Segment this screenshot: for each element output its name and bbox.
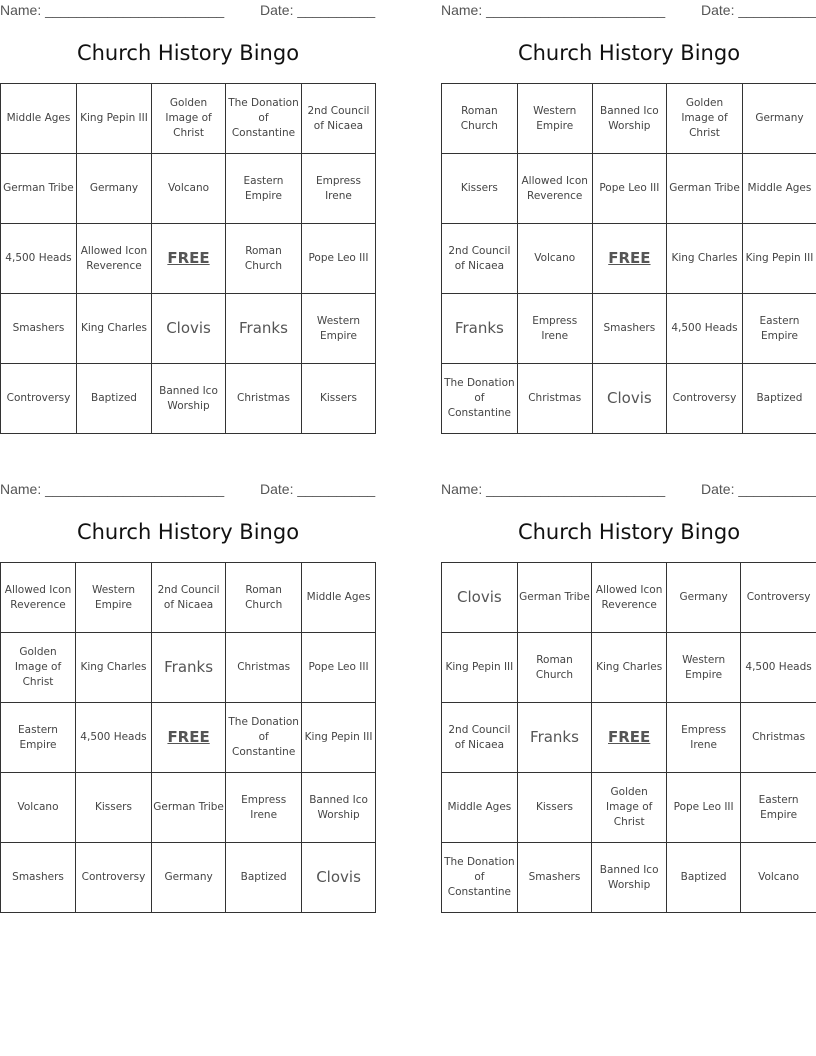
date-field-label: Date: __________ [701,481,816,497]
bingo-cell: German Tribe [517,563,591,633]
bingo-cell: Western Empire [517,84,592,154]
bingo-cell: Roman Church [442,84,518,154]
bingo-cell: King Pepin III [442,633,518,703]
bingo-cell: Franks [442,294,518,364]
bingo-cell: Empress Irene [667,703,741,773]
free-space: FREE [592,224,666,294]
bingo-row [1,843,376,913]
bingo-cell: Allowed Icon Reverence [76,224,151,294]
bingo-row [442,563,816,633]
name-field-label: Name: _______________________ [0,481,225,497]
free-space: FREE [592,703,667,773]
bingo-cell: Volcano [517,224,592,294]
free-space: FREE [152,224,226,294]
bingo-cell: 2nd Council of Nicaea [442,224,518,294]
bingo-cell: Controversy [741,563,816,633]
bingo-row [442,703,816,773]
bingo-cell: Eastern Empire [226,154,302,224]
bingo-cell: Empress Irene [226,773,302,843]
name-field-label: Name: _______________________ [0,2,225,18]
date-field-label: Date: __________ [260,481,376,497]
bingo-row [442,84,816,154]
name-field-label: Name: _______________________ [441,2,666,18]
bingo-cell: King Pepin III [742,224,816,294]
bingo-cell: Pope Leo III [667,773,741,843]
bingo-cell: Baptized [76,364,151,434]
name-field-label: Name: _______________________ [441,481,666,497]
bingo-row [442,154,816,224]
bingo-cell: German Tribe [667,154,743,224]
bingo-row [1,154,376,224]
bingo-cell: The Donation of Constantine [226,84,302,154]
bingo-cell: King Charles [76,633,152,703]
card-title: Church History Bingo [76,520,300,544]
bingo-cell: Empress Irene [301,154,375,224]
bingo-cell: Middle Ages [302,563,376,633]
bingo-cell: Baptized [667,843,741,913]
bingo-cell: Germany [151,843,225,913]
bingo-cell: Germany [667,563,741,633]
bingo-row [1,224,376,294]
bingo-cell: Kissers [301,364,375,434]
bingo-cell: Controversy [667,364,743,434]
bingo-cell: Baptized [742,364,816,434]
bingo-cell: Western Empire [301,294,375,364]
bingo-cell: Germany [76,154,151,224]
bingo-cell: Franks [226,294,302,364]
bingo-cell: 2nd Council of Nicaea [151,563,225,633]
bingo-cell: 4,500 Heads [741,633,816,703]
bingo-cell: King Charles [76,294,151,364]
bingo-cell: The Donation of Constantine [442,364,518,434]
bingo-cell: King Pepin III [76,84,151,154]
bingo-cell: Pope Leo III [301,224,375,294]
bingo-row [1,364,376,434]
bingo-cell: Baptized [226,843,302,913]
bingo-cell: Clovis [592,364,666,434]
bingo-cell: Pope Leo III [302,633,376,703]
bingo-row [442,633,816,703]
bingo-cell: Golden Image of Christ [592,773,667,843]
bingo-cell: Golden Image of Christ [152,84,226,154]
bingo-cell: King Pepin III [302,703,376,773]
bingo-cell: Eastern Empire [1,703,76,773]
bingo-grid [441,562,816,913]
bingo-cell: Banned Ico Worship [592,84,666,154]
card-title: Church History Bingo [517,520,741,544]
bingo-grid [0,562,376,913]
bingo-cell: Controversy [76,843,152,913]
card-title: Church History Bingo [76,41,300,65]
free-space: FREE [151,703,225,773]
bingo-row [442,773,816,843]
bingo-row [1,294,376,364]
bingo-cell: Banned Ico Worship [152,364,226,434]
bingo-cell: 2nd Council of Nicaea [301,84,375,154]
bingo-cell: Volcano [741,843,816,913]
bingo-cell: German Tribe [151,773,225,843]
bingo-cell: Franks [151,633,225,703]
bingo-cell: Banned Ico Worship [302,773,376,843]
bingo-cell: King Charles [592,633,667,703]
bingo-cell: Christmas [226,364,302,434]
bingo-cell: 4,500 Heads [667,294,743,364]
bingo-cell: Pope Leo III [592,154,666,224]
bingo-cell: Roman Church [517,633,591,703]
bingo-grid [0,83,376,434]
bingo-row [1,84,376,154]
bingo-cell: The Donation of Constantine [226,703,302,773]
bingo-row [442,294,816,364]
bingo-cell: Middle Ages [1,84,77,154]
bingo-cell: Christmas [517,364,592,434]
bingo-cell: Golden Image of Christ [667,84,743,154]
bingo-row [442,843,816,913]
bingo-cell: 4,500 Heads [76,703,152,773]
bingo-cell: Kissers [517,773,591,843]
bingo-cell: Allowed Icon Reverence [517,154,592,224]
bingo-cell: Eastern Empire [742,294,816,364]
bingo-grid [441,83,816,434]
bingo-cell: Smashers [1,843,76,913]
card-title: Church History Bingo [517,41,741,65]
bingo-row [1,773,376,843]
bingo-cell: Volcano [1,773,76,843]
bingo-cell: Golden Image of Christ [1,633,76,703]
date-field-label: Date: __________ [701,2,816,18]
bingo-cell: Roman Church [226,224,302,294]
bingo-cell: Christmas [741,703,816,773]
bingo-row [1,703,376,773]
bingo-cell: King Charles [667,224,743,294]
bingo-row [1,633,376,703]
bingo-cell: Eastern Empire [741,773,816,843]
bingo-cell: Allowed Icon Reverence [1,563,76,633]
bingo-cell: Clovis [442,563,518,633]
bingo-cell: Western Empire [667,633,741,703]
bingo-cell: Volcano [152,154,226,224]
bingo-row [442,224,816,294]
bingo-cell: Clovis [152,294,226,364]
bingo-row [442,364,816,434]
bingo-cell: The Donation of Constantine [442,843,518,913]
date-field-label: Date: __________ [260,2,376,18]
bingo-cell: Allowed Icon Reverence [592,563,667,633]
bingo-cell: Christmas [226,633,302,703]
bingo-cell: Germany [742,84,816,154]
bingo-cell: Kissers [442,154,518,224]
bingo-cell: Western Empire [76,563,152,633]
bingo-cell: 2nd Council of Nicaea [442,703,518,773]
bingo-cell: Empress Irene [517,294,592,364]
bingo-cell: Roman Church [226,563,302,633]
bingo-row [1,563,376,633]
bingo-cell: Smashers [592,294,666,364]
bingo-cell: Clovis [302,843,376,913]
bingo-cell: Franks [517,703,591,773]
bingo-cell: Banned Ico Worship [592,843,667,913]
bingo-cell: Middle Ages [742,154,816,224]
bingo-cell: Smashers [517,843,591,913]
bingo-cell: Kissers [76,773,152,843]
bingo-cell: Smashers [1,294,77,364]
bingo-cell: 4,500 Heads [1,224,77,294]
bingo-cell: Middle Ages [442,773,518,843]
bingo-cell: Controversy [1,364,77,434]
bingo-cell: German Tribe [1,154,77,224]
